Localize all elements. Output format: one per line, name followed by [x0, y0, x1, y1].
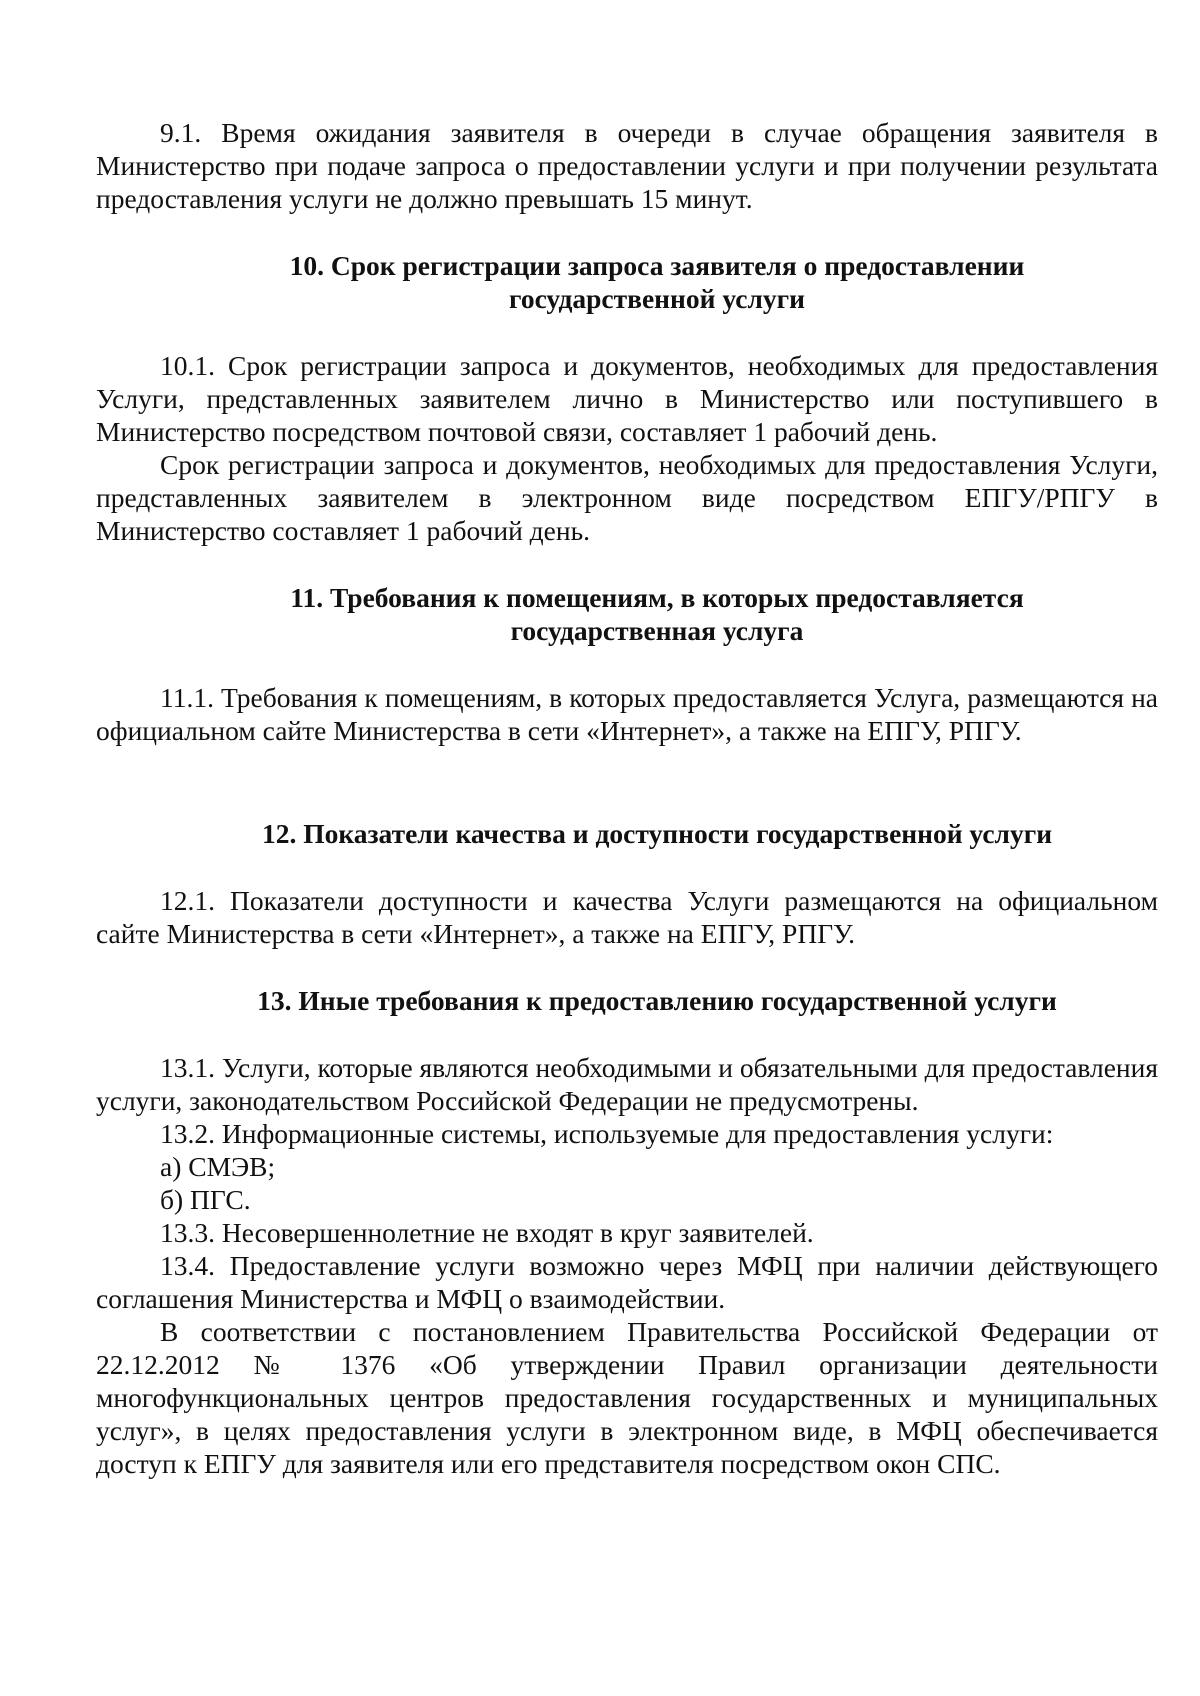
- heading-section-13: 13. Иные требования к предоставлению государственной услуги: [257, 985, 1057, 1016]
- paragraph-12-1: 12.1. Показатели доступности и качества Услуги размещаются на официальном сайте Министерства в сети «Интернет», а также на ЕПГУ, РПГУ.: [96, 885, 1158, 949]
- paragraph-13-3: 13.3. Несовершеннолетние не входят в круг заявителей.: [160, 1217, 814, 1248]
- paragraph-13-5: В соответствии с постановлением Правительства Российской Федерации от 22.12.2012 № 1376 «Об утверждении Правил организации деятельности многофункциональных центров предоставления государственных и муниципальных услуг», в целях предоставления услуги в электронном виде, в МФЦ обеспечивается доступ к ЕПГУ для заявителя или его представителя посредством окон СПС.: [96, 1316, 1158, 1479]
- list-item-a: а) СМЭВ;: [160, 1151, 276, 1182]
- paragraph-13-1: 13.1. Услуги, которые являются необходимыми и обязательными для предоставления услуги, законодательством Российской Федерации не предусмотрены.: [96, 1052, 1159, 1116]
- heading-section-12: 12. Показатели качества и доступности государственной услуги: [261, 818, 1053, 849]
- document-body: [96, 116, 1158, 1480]
- paragraph-13-4: 13.4. Предоставление услуги возможно через МФЦ при наличии действующего соглашения Министерства и МФЦ о взаимодействии.: [96, 1250, 1158, 1314]
- list-item-b: б) ПГС.: [160, 1184, 251, 1215]
- paragraph-10-2: Срок регистрации запроса и документов, необходимых для предоставления Услуги, представленных заявителем в электронном виде посредством ЕПГУ/РПГУ в Министерство составляет 1 рабочий день.: [96, 449, 1158, 546]
- paragraph-9-1: 9.1. Время ожидания заявителя в очереди в случае обращения заявителя в Министерство при подаче запроса о предоставлении услуги и при получении результата предоставления услуги не должно превышать 15 минут.: [96, 117, 1158, 214]
- paragraph-10-1: 10.1. Срок регистрации запроса и документов, необходимых для предоставления Услуги, представленных заявителем лично в Министерство или поступившего в Министерство посредством почтовой связи, составляет 1 рабочий день.: [96, 350, 1158, 447]
- paragraph-13-2: 13.2. Информационные системы, используемые для предоставления услуги:: [160, 1118, 1054, 1149]
- heading-section-10: 10. Срок регистрации запроса заявителя о предоставлении государственной услуги: [289, 250, 1025, 314]
- paragraph-11-1: 11.1. Требования к помещениям, в которых предоставляется Услуга, размещаются на официальном сайте Министерства в сети «Интернет», а также на ЕПГУ, РПГУ.: [96, 682, 1158, 746]
- heading-section-11: 11. Требования к помещениям, в которых предоставляется государственная услуга: [290, 582, 1024, 646]
